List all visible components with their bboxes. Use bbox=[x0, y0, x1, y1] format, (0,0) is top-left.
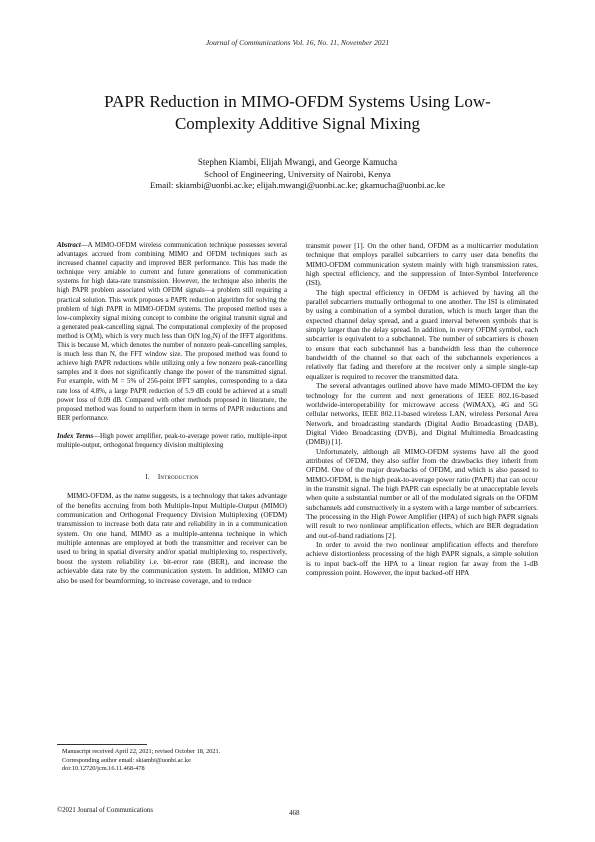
footer-copyright: ©2021 Journal of Communications bbox=[57, 807, 153, 814]
author-names: Stephen Kiambi, Elijah Mwangi, and George Kamucha bbox=[197, 157, 398, 167]
footnote-divider bbox=[57, 744, 147, 745]
section-number: I. bbox=[145, 473, 150, 482]
footnotes bbox=[62, 748, 287, 774]
abstract bbox=[57, 241, 287, 423]
right-column bbox=[306, 241, 538, 577]
paper-title-line1: PAPR Reduction in MIMO-OFDM Systems Using Low- bbox=[104, 92, 491, 111]
left-column bbox=[57, 241, 287, 585]
page-number: 468 bbox=[289, 809, 300, 817]
index-terms-label: Index Terms bbox=[57, 432, 94, 440]
body-paragraph: The several advantages outlined above have made MIMO-OFDM the key technology for the current and next generations of IEEE 802.16-based worldwide-interoperability for microwave access (WiMAX), 4G and 5G cellular networks, IEEE 802.11-based wireless LAN, wireless Personal Area Network, and broadcasting standards (Digital Audio Broadcasting (DAB), Digital Video Broadcasting (DVB), and Digital Multimedia Broadcasting (DMB)) [1]. bbox=[306, 381, 538, 447]
index-terms-text: —High power amplifier, peak-to-average power ratio, multiple-input multiple-output, orthogonal frequency division multiplexing bbox=[57, 432, 287, 449]
paper-title-line2: Complexity Additive Signal Mixing bbox=[174, 114, 421, 133]
abstract-text: —A MIMO-OFDM wireless communication technique possesses several advantages accrued from combining MIMO and OFDM techniques such as increased channel capacity and improved BER performance. This has made the technique very amiable to current and future generations of communication systems for high data-rate transmission. However, the technique also inherits the high PAPR problem associated with OFDM signals—a problem still requiring a practical solution. This work proposes a PAPR reduction algorithm for solving the problem of high PAPR in MIMO-OFDM systems. The proposed method uses a low-complexity signal mixing concept to combine the original transmit signal and a generated peak-cancelling signal. The computational complexity of the proposed method is O(M), which is very much less than O(N log₂N) of the IFFT algorithms. This is because M, which denotes the number of nonzero peak-cancelling samples, is much less than N, the FFT window size. The proposed method was found to achieve high PAPR reductions while utilizing only a few nonzero peak-cancelling samples and it does not significantly change the power of the transmitted signal. For example, with M = 5% of 256-point IFFT samples, corresponding to a data rate loss of 4.8%, a large PAPR reduction of 5.9 dB could be achieved at a small power loss of 0.09 dB. Compared with other methods proposed in literature, the proposed method was found to outperform them in terms of PAPR reductions and BER performance. bbox=[57, 242, 287, 422]
journal-header: Journal of Communications Vol. 16, No. 11, November 2021 bbox=[205, 38, 390, 47]
paper-title bbox=[40, 91, 555, 135]
author-affiliation: School of Engineering, University of Nairobi, Kenya bbox=[204, 168, 391, 179]
index-terms bbox=[57, 432, 287, 450]
body-paragraph: Unfortunately, although all MIMO-OFDM systems have all the good attributes of OFDM, they also suffer from the drawbacks they inherit from OFDM. One of the major drawbacks of OFDM, and which is also passed to MIMO-OFDM, is the high peak-to-average power ratio (PAPR) that can occur in the transmit signal. The high PAPR can especially be at unacceptable levels when quite a substantial number or all of the modulated signals on the OFDM subchannels add constructively in a system with a large number of subcarriers. The processing in the High Power Amplifier (HPA) of such high PAPR signals will result to two nonlinear amplification effects, which are BER degradation and out-of-band radiations [2]. bbox=[306, 446, 538, 540]
section-title: Introduction bbox=[157, 473, 199, 482]
body-paragraph: The high spectral efficiency in OFDM is achieved by having all the parallel subcarriers mutually orthogonal to one another. The ISI is eliminated by using a combination of a symbol duration, which is much larger than the expected channel delay spread, and a guard interval between symbols that is simply larger than the delay spread. In addition, in every OFDM symbol, each subcarrier is equivalent to a subchannel. The number of subcarriers is chosen to ensure that each subchannel has a bandwidth less than the coherence bandwidth of the channel so that each of the subchannels experiences a relatively flat fading and therefore at the receiver only a simple single-tap equalizer is required to recover the transmitted data. bbox=[306, 287, 538, 381]
author-block bbox=[0, 157, 595, 192]
body-paragraph: In order to avoid the two nonlinear amplification effects and therefore achieve distortionless processing of the high PAPR signals, a simple solution is to input back-off the HPA to a linear region far away from the 1-dB compression point. However, the input backed-off HPA bbox=[306, 540, 538, 578]
footnote-doi: doi:10.12720/jcm.16.11.468-478 bbox=[62, 765, 145, 773]
footnote-corresponding: Corresponding author email: skiambi@uonbi.ac.ke bbox=[62, 756, 191, 764]
body-paragraph: MIMO-OFDM, as the name suggests, is a technology that takes advantage of the benefits accruing from both Multiple-Input Multiple-Output (MIMO) communication and Orthogonal Frequency Division Multiplexing (OFDM) transmission to increase both data rate and reliability in in a communication system. On one hand, MIMO as a multiple-antenna technique in which multiple antennas are employed at both the transmitter and receiver can be used to bring in spatial diversity and/or spatial multiplexing to, respectively, boost the system reliability i.e. bit-error rate (BER), and increase the achievable data rate by the communication system. In addition, MIMO can also be used for beamforming, to increase coverage, and to reduce bbox=[57, 491, 287, 585]
author-email: Email: skiambi@uonbi.ac.ke; elijah.mwangi@uonbi.ac.ke; gkamucha@uonbi.ac.ke bbox=[150, 180, 445, 190]
footnote-manuscript: Manuscript received April 22, 2021; revised October 18, 2021. bbox=[62, 748, 221, 755]
body-paragraph: transmit power [1]. On the other hand, OFDM as a multicarrier modulation technique that employs parallel subcarriers to carry user data benefits the MIMO-OFDM communication system mainly with high transmission rates, high spectral efficiency, and the suppression of Inter-Symbol Interference (ISI). bbox=[306, 241, 538, 288]
section-heading-introduction bbox=[57, 473, 287, 482]
abstract-label: Abstract bbox=[57, 242, 81, 249]
